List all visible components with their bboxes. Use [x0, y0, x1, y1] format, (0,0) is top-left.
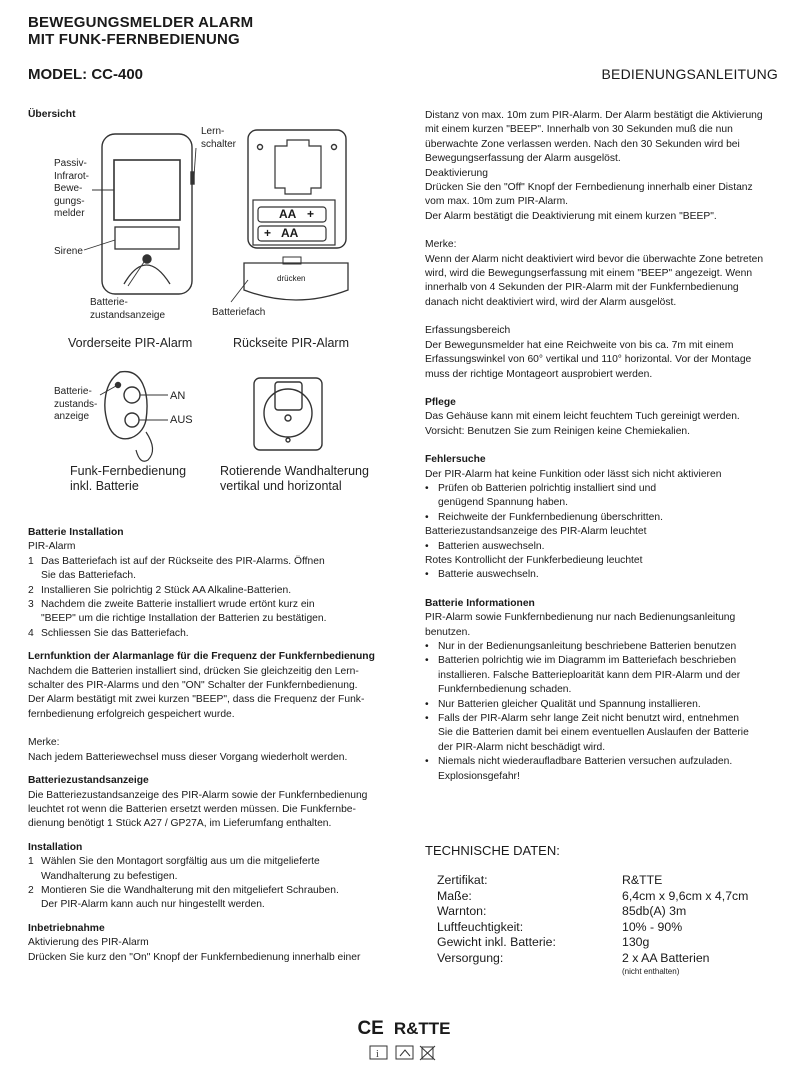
wall-mount-drawing	[254, 378, 322, 450]
list-item: • Falls der PIR-Alarm sehr lange Zeit nicht benutzt wird, entnehmen Sie die Batterien damit bei einem eventuellen Auslaufen der Batterie der PIR-Alarm nicht beschädigt wird.	[425, 713, 749, 753]
document-title	[28, 14, 253, 48]
pir-front-drawing	[84, 134, 196, 294]
list-item: 4 Schliessen Sie das Batteriefach.	[28, 627, 189, 639]
left-column: Batterie Installation PIR-Alarm 1 Das Batteriefach ist auf der Rückseite des PIR-Alarms. Öffnen Sie das Batteriefach. 2 Installieren Sie polrichtig 2 Stück AA Alkaline-Batterien. 3 Nachdem die zweite Batterie installiert wrude ertönt kurz ein "BEEP" um die richtige Installation der Batterien zu bestätigen. 4 Schliessen Sie das Batteriefach. Lernfunktion der Alarmanlage für die Frequenz der Funkfernbedienung Nachdem die Batterien installiert sind, drücken Sie gleichzeitig den Lern- schalter des PIR-Alarms und den "ON" Schalter der Funkfernbedienung. Der Alarm bestätigt mit zwei kurzen "BEEP", dass die Frequenz der Funk- fernbedienung erfolgreich gespeichert wurde. Merke: Nach jedem Batteriewechsel muss dieser Vorgang wiederholt werden. Batteriezustandsanzeige Die Batteriezustandsanzeige des PIR-Alarm sowie der Funkfernbedienung leuchtet rot wenn die Batterien ersetzt werden müssen. Die Funkfernbe- dienung benötigt 1 Stück A27 / GP27A, im Lieferumfang enthalten. Installation 1 Wählen Sie den Montagort sorgfältig aus um die mitgelieferte Wandhalterung zu befestigen. 2 Montieren Sie die Wandhalterung mit den mitgeliefert Schrauben. Der PIR-Alarm kann auch nur hingestellt werden. Inbetriebnahme Aktivierung des PIR-Alarm Drücken Sie kurz den "On" Knopf der Funkfernbedienung innerhalb einer	[28, 526, 398, 965]
deactivation-title: Deaktivierung	[425, 167, 488, 179]
list-item: • Batterien polrichtig wie im Diagramm im Batteriefach beschrieben installieren. Falsche Batterieploarität kann dem PIR-Alarm und der Funkfernbedienung schaden.	[425, 655, 741, 696]
right-column: Distanz von max. 10m zum PIR-Alarm. Der Alarm bestätigt die Aktivierung mit einem kurzen "BEEP". Innerhalb von 30 Sekunden muß die nun überwachte Zone verlassen werden. Nach den 30 Sekunden wird bei Bewegungserfassung der Alarm ausgelöst. Deaktivierung Drücken Sie den "Off" Knopf der Fernbedienung innerhalb einer Distanz vom max. 10m zum PIR-Alarm. Der Alarm bestätigt die Deaktivierung mit einem kurzen "BEEP". Merke: Wenn der Alarm nicht deaktiviert wird bevor die überwachte Zone betreten wird, wird die Bewegungserfassung mit einem "BEEP" angezeigt. Wenn innerhalb von 4 Sekunden der PIR-Alarm mit der Funkfernbedienung danach nicht deaktiviert wird, wird der Alarm ausgelöst. Erfassungsbereich Der Bewegunsmelder hat eine Reichweite von bis ca. 7m mit einem Erfassungswinkel von 60° vertikal und 110° horizontal. Vor der Montage muss der richtige Montageort ausprobiert werden. Pflege Das Gehäuse kann mit einem leicht feuchtem Tuch gereinigt werden. Vorsicht: Benutzen Sie zum Reinigen keine Chemiekalien. Fehlersuche Der PIR-Alarm hat keine Funkition oder lässt sich nicht aktivieren • Prüfen ob Batterien polrichtig installiert sind und genügend Spannung haben. • Reichweite der Funkfernbedienung überschritten. Batteriezustandsanzeige des PIR-Alarm leuchtet • Batterien auswechseln. Rotes Kontrollicht der Funkferbedieung leuchtet • Batterie auswechseln. Batterie Informationen PIR-Alarm sowie Funkfernbedienung nur nach Bedienungsanleitung benutzen. • Nur in der Bedienungsanleitung beschriebene Batterien benutzen • Batterien polrichtig wie im Diagramm im Batteriefach beschrieben installieren. Falsche Batterieploarität kann dem PIR-Alarm und der Funkfernbedienung schaden. • Nur Batterien gleicher Qualität und Spannung installieren. • Falls der PIR-Alarm sehr lange Zeit nicht benutzt wird, entnehmen Sie die Batterien damit bei einem eventuellen Auslaufen der Batterie der PIR-Alarm nicht beschädigt wird. • Niemals nicht wiederaufladbare Batterien versuchen aufzuladen. Explosionsgefahr!	[425, 109, 785, 784]
table-row: Zertifikat: R&TTE	[437, 873, 663, 887]
document-type: BEDIENUNGSANLEITUNG	[601, 66, 778, 82]
tech-data-table	[437, 873, 748, 977]
label-on: AN	[170, 390, 186, 402]
label-battery-aa-1: AA	[279, 207, 297, 221]
certification-marks	[0, 1018, 808, 1040]
list-item: • Niemals nicht wiederaufladbare Batterien versuchen aufzuladen. Explosionsgefahr!	[425, 756, 733, 782]
overview-heading: Übersicht	[28, 109, 76, 120]
battery-state-heading: Batteriezustandsanzeige	[28, 775, 149, 787]
label-battery-indicator: Batterie- zustandsanzeige	[90, 297, 166, 321]
table-row: Maße: 6,4cm x 9,6cm x 4,7cm	[437, 888, 749, 903]
ce-mark: CE	[357, 1018, 384, 1039]
list-item: • Prüfen ob Batterien polrichtig installiert sind und genügend Spannung haben.	[425, 482, 657, 509]
list-item: • Reichweite der Funkfernbedienung überschritten.	[425, 511, 663, 523]
care-heading: Pflege	[425, 396, 456, 408]
title-line-1: BEWEGUNGSMELDER ALARM	[28, 14, 254, 31]
list-item: • Batterien auswechseln.	[425, 540, 545, 552]
table-row: Versorgung: 2 x AA Batterien	[437, 950, 710, 965]
list-item: 3 Nachdem die zweite Batterie installiert wrude ertönt kurz ein "BEEP" um die richtige Installation der Batterien zu bestätigen.	[28, 599, 327, 625]
label-remote-indicator: Batterie- zustands- anzeige	[54, 386, 98, 422]
tech-data-title: TECHNISCHE DATEN:	[425, 843, 560, 858]
label-learn-switch: Lern- schalter	[201, 126, 237, 150]
list-item: 1 Wählen Sie den Montagort sorgfältig aus um die mitgelieferte Wandhalterung zu befestigen.	[28, 856, 320, 882]
recycle-icons	[369, 1043, 439, 1063]
caption-front: Vorderseite PIR-Alarm	[68, 336, 193, 350]
list-item: 2 Montieren Sie die Wandhalterung mit den mitgeliefert Schrauben. Der PIR-Alarm kann auch nur hingestellt werden.	[28, 884, 339, 911]
list-item: • Batterie auswechseln.	[425, 569, 539, 581]
list-item: 1 Das Batteriefach ist auf der Rückseite des PIR-Alarms. Öffnen Sie das Batteriefach.	[28, 555, 325, 582]
recycling-return-icon	[396, 1046, 413, 1059]
model-number: MODEL: CC-400	[28, 66, 144, 83]
troubleshoot-heading: Fehlersuche	[425, 454, 486, 466]
label-off: AUS	[170, 414, 193, 426]
caption-remote: Funk-Fernbedienung inkl. Batterie	[70, 464, 187, 493]
label-pir: Passiv- Infrarot- Bewe- gungs- melder	[54, 158, 90, 219]
list-item: • Nur Batterien gleicher Qualität und Spannung installieren.	[425, 698, 701, 710]
learn-heading: Lernfunktion der Alarmanlage für die Frequenz der Funkfernbedienung	[28, 651, 375, 663]
list-item: 2 Installieren Sie polrichtig 2 Stück AA Alkaline-Batterien.	[28, 584, 292, 596]
table-row: Gewicht inkl. Batterie: 130g	[437, 935, 650, 950]
label-siren: Sirene	[54, 246, 83, 257]
caption-mount: Rotierende Wandhalterung vertikal und horizontal	[220, 464, 369, 493]
learn-note: Nach jedem Batteriewechsel muss dieser Vorgang wiederholt werden.	[28, 751, 348, 763]
plus-sign-2: +	[264, 226, 272, 240]
table-row: Luftfeuchtigkeit: 10% - 90%	[437, 919, 683, 934]
svg-text:i: i	[376, 1049, 379, 1060]
label-battery-aa-2: AA	[281, 226, 299, 240]
note-title: Merke:	[425, 239, 457, 251]
table-row: Warnton: 85db(A) 3m	[437, 904, 687, 919]
learn-note-title: Merke:	[28, 737, 60, 749]
title-line-2: MIT FUNK-FERNBEDIENUNG	[28, 31, 240, 48]
list-item: • Nur in der Bedienungsanleitung beschriebene Batterien benutzen	[425, 641, 737, 652]
range-title: Erfassungsbereich	[425, 325, 511, 337]
startup-heading: Inbetriebnahme	[28, 922, 105, 934]
caption-back: Rückseite PIR-Alarm	[233, 336, 349, 350]
plus-sign-1: +	[307, 207, 315, 221]
label-battery-compartment: Batteriefach	[212, 307, 266, 318]
battery-install-sub: PIR-Alarm	[28, 541, 76, 553]
rtte-mark: R&TTE	[393, 1019, 451, 1038]
battery-info-heading: Batterie Informationen	[425, 597, 535, 609]
label-push: drücken	[277, 274, 306, 283]
installation-heading: Installation	[28, 841, 83, 853]
remote-drawing	[100, 372, 168, 462]
table-row: (nicht enthalten)	[622, 966, 680, 976]
battery-install-heading: Batterie Installation	[28, 527, 124, 538]
